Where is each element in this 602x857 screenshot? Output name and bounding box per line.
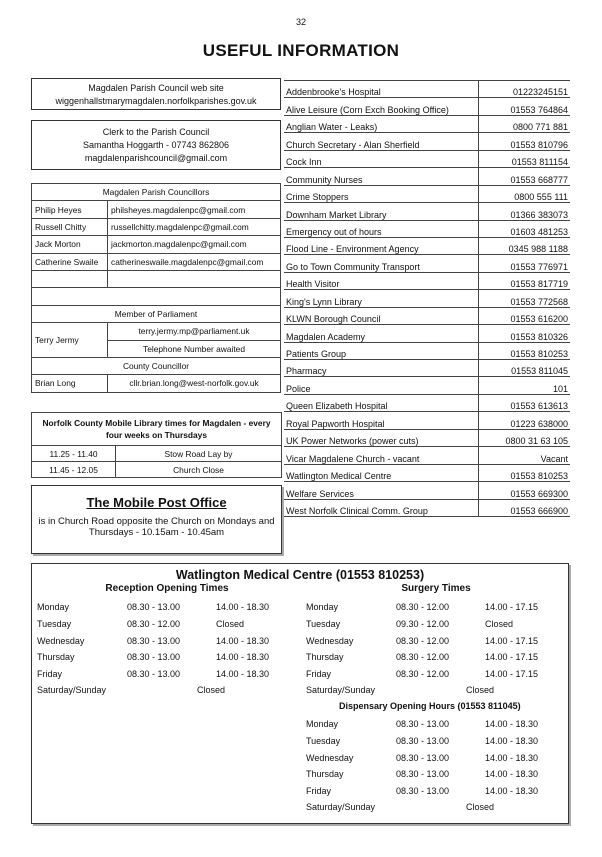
table-row	[284, 447, 570, 464]
surgery-pm-hours: 14.00 - 17.15	[485, 652, 539, 663]
table-row	[284, 499, 570, 516]
surgery-pm-hours: 14.00 - 17.15	[485, 635, 539, 646]
directory-name: Flood Line - Environment Agency	[284, 237, 478, 254]
councillor-email[interactable]: russellchitty.magdalenpc@gmail.com	[108, 218, 281, 235]
parish-web-box	[31, 78, 281, 110]
directory-name: Downham Market Library	[284, 203, 478, 220]
directory-name: Church Secretary - Alan Sherfield	[284, 133, 478, 150]
table-row	[32, 201, 281, 218]
surgery-day: Wednesday	[306, 635, 354, 646]
directory-name: Anglian Water - Leaks)	[284, 115, 478, 132]
table-row	[284, 168, 570, 185]
directory-number: 01223245151	[478, 81, 570, 98]
table-row	[32, 218, 281, 235]
dispensary-day: Friday	[306, 786, 332, 797]
table-row	[32, 446, 282, 462]
directory-number: 0345 988 1188	[478, 237, 570, 254]
councillor-email[interactable]: catherineswaile.magdalenpc@gmail.com	[108, 253, 281, 270]
surgery-am-hours: 08.30 - 12.00	[396, 602, 450, 612]
reception-day: Friday	[37, 669, 63, 680]
table-row	[284, 237, 570, 254]
table-row	[32, 462, 282, 478]
directory-name: KLWN Borough Council	[284, 307, 478, 324]
directory-name: Community Nurses	[284, 168, 478, 185]
surgery-day: Tuesday	[306, 618, 341, 629]
dispensary-day: Wednesday	[306, 752, 354, 763]
directory-name: Queen Elizabeth Hospital	[284, 394, 478, 411]
parish-web-label: Magdalen Parish Council web site	[88, 83, 224, 93]
mp-header: Member of Parliament	[32, 305, 281, 322]
directory-number: 101	[478, 377, 570, 394]
table-row	[284, 377, 570, 394]
phone-directory	[284, 80, 570, 517]
reception-pm-hours: 14.00 - 18.30	[216, 669, 270, 680]
reception-am-hours: 08.30 - 13.00	[127, 652, 181, 663]
surgery-weekend-day: Saturday/Sunday	[306, 685, 376, 695]
councillors-header: Magdalen Parish Councillors	[32, 184, 281, 201]
councillor-email[interactable]: jackmorton.magdalenpc@gmail.com	[108, 236, 281, 253]
surgery-pm-hours: 14.00 - 17.15	[485, 602, 539, 612]
directory-number: 01553 810796	[478, 133, 570, 150]
table-row	[32, 236, 281, 253]
table-row	[284, 394, 570, 411]
post-office-title: The Mobile Post Office	[86, 495, 227, 510]
directory-name: Police	[284, 377, 478, 394]
table-row	[284, 325, 570, 342]
table-row	[284, 290, 570, 307]
mp-phone: Telephone Number awaited	[108, 340, 281, 357]
directory-number: 01553 810253	[478, 464, 570, 481]
reception-pm-hours: 14.00 - 18.30	[216, 635, 270, 646]
post-office-text: is in Church Road opposite the Church on Mondays and Thursdays - 10.15am - 10.45am	[38, 516, 275, 538]
directory-number: Vacant	[478, 447, 570, 464]
councillor-name: Catherine Swaile	[32, 253, 108, 270]
table-row	[284, 185, 570, 202]
table-row	[284, 81, 570, 98]
dispensary-day: Tuesday	[306, 735, 341, 746]
dispensary-pm-hours: 14.00 - 18.30	[485, 719, 539, 729]
directory-name: Crime Stoppers	[284, 185, 478, 202]
dispensary-day: Thursday	[306, 769, 344, 780]
library-header: Norfolk County Mobile Library times for Magdalen - every four weeks on Thursdays	[32, 413, 282, 446]
directory-number: 0800 31 63 105	[478, 429, 570, 446]
reception-day: Thursday	[37, 652, 75, 663]
library-place: Church Close	[116, 462, 282, 478]
table-row	[284, 220, 570, 237]
directory-number: 01603 481253	[478, 220, 570, 237]
table-row	[284, 342, 570, 359]
county-header: County Councillor	[32, 357, 281, 374]
directory-number: 01366 383073	[478, 203, 570, 220]
mp-name: Terry Jermy	[32, 323, 108, 358]
table-row	[284, 464, 570, 481]
table-row	[284, 482, 570, 499]
reception-pm-hours: Closed	[216, 618, 245, 629]
surgery-day: Thursday	[306, 652, 344, 663]
surgery-day: Monday	[306, 602, 339, 612]
surgery-am-hours: 08.30 - 12.00	[396, 635, 450, 646]
surgery-pm-hours: 14.00 - 17.15	[485, 669, 539, 680]
table-row	[284, 133, 570, 150]
reception-am-hours: 08.30 - 13.00	[127, 602, 181, 612]
dispensary-am-hours: 08.30 - 13.00	[396, 735, 450, 746]
dispensary-am-hours: 08.30 - 13.00	[396, 719, 450, 729]
directory-number: 01553 666900	[478, 499, 570, 516]
surgery-title: Surgery Times	[401, 583, 471, 594]
reception-day: Monday	[37, 602, 70, 612]
table-row	[284, 412, 570, 429]
directory-name: Royal Papworth Hospital	[284, 412, 478, 429]
reception-am-hours: 08.30 - 13.00	[127, 669, 181, 680]
county-name: Brian Long	[32, 375, 108, 392]
table-row	[284, 307, 570, 324]
empty-row	[32, 270, 281, 287]
clerk-label: Clerk to the Parish Council	[102, 127, 210, 137]
reception-title: Reception Opening Times	[105, 583, 229, 594]
directory-number: 01553 817719	[478, 272, 570, 289]
councillor-email[interactable]: philsheyes.magdalenpc@gmail.com	[108, 201, 281, 218]
library-time: 11.45 - 12.05	[32, 462, 116, 478]
directory-name: Go to Town Community Transport	[284, 255, 478, 272]
surgery-weekend-value: Closed	[466, 685, 495, 695]
table-row	[284, 272, 570, 289]
dispensary-pm-hours: 14.00 - 18.30	[485, 769, 539, 780]
mp-email[interactable]: terry.jermy.mp@parliament.uk	[108, 323, 281, 340]
surgery-day: Friday	[306, 669, 332, 680]
councillor-name: Russell Chitty	[32, 218, 108, 235]
dispensary-am-hours: 08.30 - 13.00	[396, 769, 450, 780]
councillor-name: Philip Heyes	[32, 201, 108, 218]
dispensary-am-hours: 08.30 - 13.00	[396, 786, 450, 797]
table-row	[284, 360, 570, 377]
directory-number: 01553 811154	[478, 150, 570, 167]
page-number: 32	[295, 17, 306, 27]
directory-name: Alive Leisure (Corn Exch Booking Office)	[284, 98, 478, 115]
library-place: Stow Road Lay by	[116, 446, 282, 462]
table-row	[284, 429, 570, 446]
surgery-am-hours: 09.30 - 12.00	[396, 618, 450, 629]
table-row	[284, 98, 570, 115]
directory-name: Watlington Medical Centre	[284, 464, 478, 481]
county-email[interactable]: cllr.brian.long@west-norfolk.gov.uk	[108, 375, 281, 392]
directory-name: Magdalen Academy	[284, 325, 478, 342]
post-office-box	[31, 485, 282, 554]
reception-pm-hours: 14.00 - 18.30	[216, 602, 270, 612]
directory-name: King's Lynn Library	[284, 290, 478, 307]
dispensary-pm-hours: 14.00 - 18.30	[485, 735, 539, 746]
directory-number: 01553 772568	[478, 290, 570, 307]
dispensary-title: Dispensary Opening Hours (01553 811045)	[339, 701, 521, 711]
directory-number: 01553 616200	[478, 307, 570, 324]
directory-name: UK Power Networks (power cuts)	[284, 429, 478, 446]
table-row	[284, 255, 570, 272]
clerk-box	[31, 120, 281, 170]
parish-web-url[interactable]: wiggenhallstmarymagdalen.norfolkparishes.gov.uk	[55, 96, 257, 106]
table-row	[284, 150, 570, 167]
directory-number: 01553 669300	[478, 482, 570, 499]
table-row	[284, 203, 570, 220]
mobile-library-table	[31, 412, 282, 478]
directory-number: 01553 668777	[478, 168, 570, 185]
surgery-am-hours: 08.30 - 12.00	[396, 652, 450, 663]
directory-number: 01553 811045	[478, 360, 570, 377]
directory-name: Cock Inn	[284, 150, 478, 167]
directory-name: Addenbrooke's Hospital	[284, 81, 478, 98]
councillors-table	[31, 183, 281, 393]
dispensary-pm-hours: 14.00 - 18.30	[485, 752, 539, 763]
directory-name: Emergency out of hours	[284, 220, 478, 237]
clerk-name-phone: Samantha Hoggarth - 07743 862806	[82, 140, 230, 150]
reception-pm-hours: 14.00 - 18.30	[216, 652, 270, 663]
directory-name: Pharmacy	[284, 360, 478, 377]
directory-number: 01553 810253	[478, 342, 570, 359]
reception-am-hours: 08.30 - 13.00	[127, 635, 181, 646]
page-title: USEFUL INFORMATION	[202, 41, 400, 60]
directory-number: 01553 810326	[478, 325, 570, 342]
directory-number: 01223 638000	[478, 412, 570, 429]
directory-name: West Norfolk Clinical Comm. Group	[284, 499, 478, 516]
dispensary-am-hours: 08.30 - 13.00	[396, 752, 450, 763]
directory-name: Vicar Magdalene Church - vacant	[284, 447, 478, 464]
dispensary-weekend-day: Saturday/Sunday	[306, 802, 376, 812]
dispensary-day: Monday	[306, 719, 339, 729]
directory-number: 0800 555 111	[478, 185, 570, 202]
reception-day: Tuesday	[37, 618, 72, 629]
directory-name: Patients Group	[284, 342, 478, 359]
reception-day: Wednesday	[37, 635, 85, 646]
medical-centre-box	[31, 563, 569, 824]
directory-number: 0800 771 881	[478, 115, 570, 132]
directory-name: Health Visitor	[284, 272, 478, 289]
table-row	[284, 115, 570, 132]
reception-weekend-day: Saturday/Sunday	[37, 685, 107, 695]
directory-name: Welfare Services	[284, 482, 478, 499]
table-row	[32, 253, 281, 270]
councillor-name: Jack Morton	[32, 236, 108, 253]
dispensary-pm-hours: 14.00 - 18.30	[485, 786, 539, 797]
medical-title: Watlington Medical Centre (01553 810253)	[175, 568, 425, 582]
reception-weekend-value: Closed	[197, 685, 226, 695]
directory-number: 01553 764864	[478, 98, 570, 115]
directory-number: 01553 613613	[478, 394, 570, 411]
surgery-am-hours: 08.30 - 12.00	[396, 669, 450, 680]
directory-number: 01553 776971	[478, 255, 570, 272]
dispensary-weekend-value: Closed	[466, 802, 495, 812]
surgery-pm-hours: Closed	[485, 618, 514, 629]
library-time: 11.25 - 11.40	[32, 446, 116, 462]
empty-row	[32, 288, 281, 305]
clerk-email[interactable]: magdalenparishcouncil@gmail.com	[84, 153, 228, 163]
reception-am-hours: 08.30 - 12.00	[127, 618, 181, 629]
